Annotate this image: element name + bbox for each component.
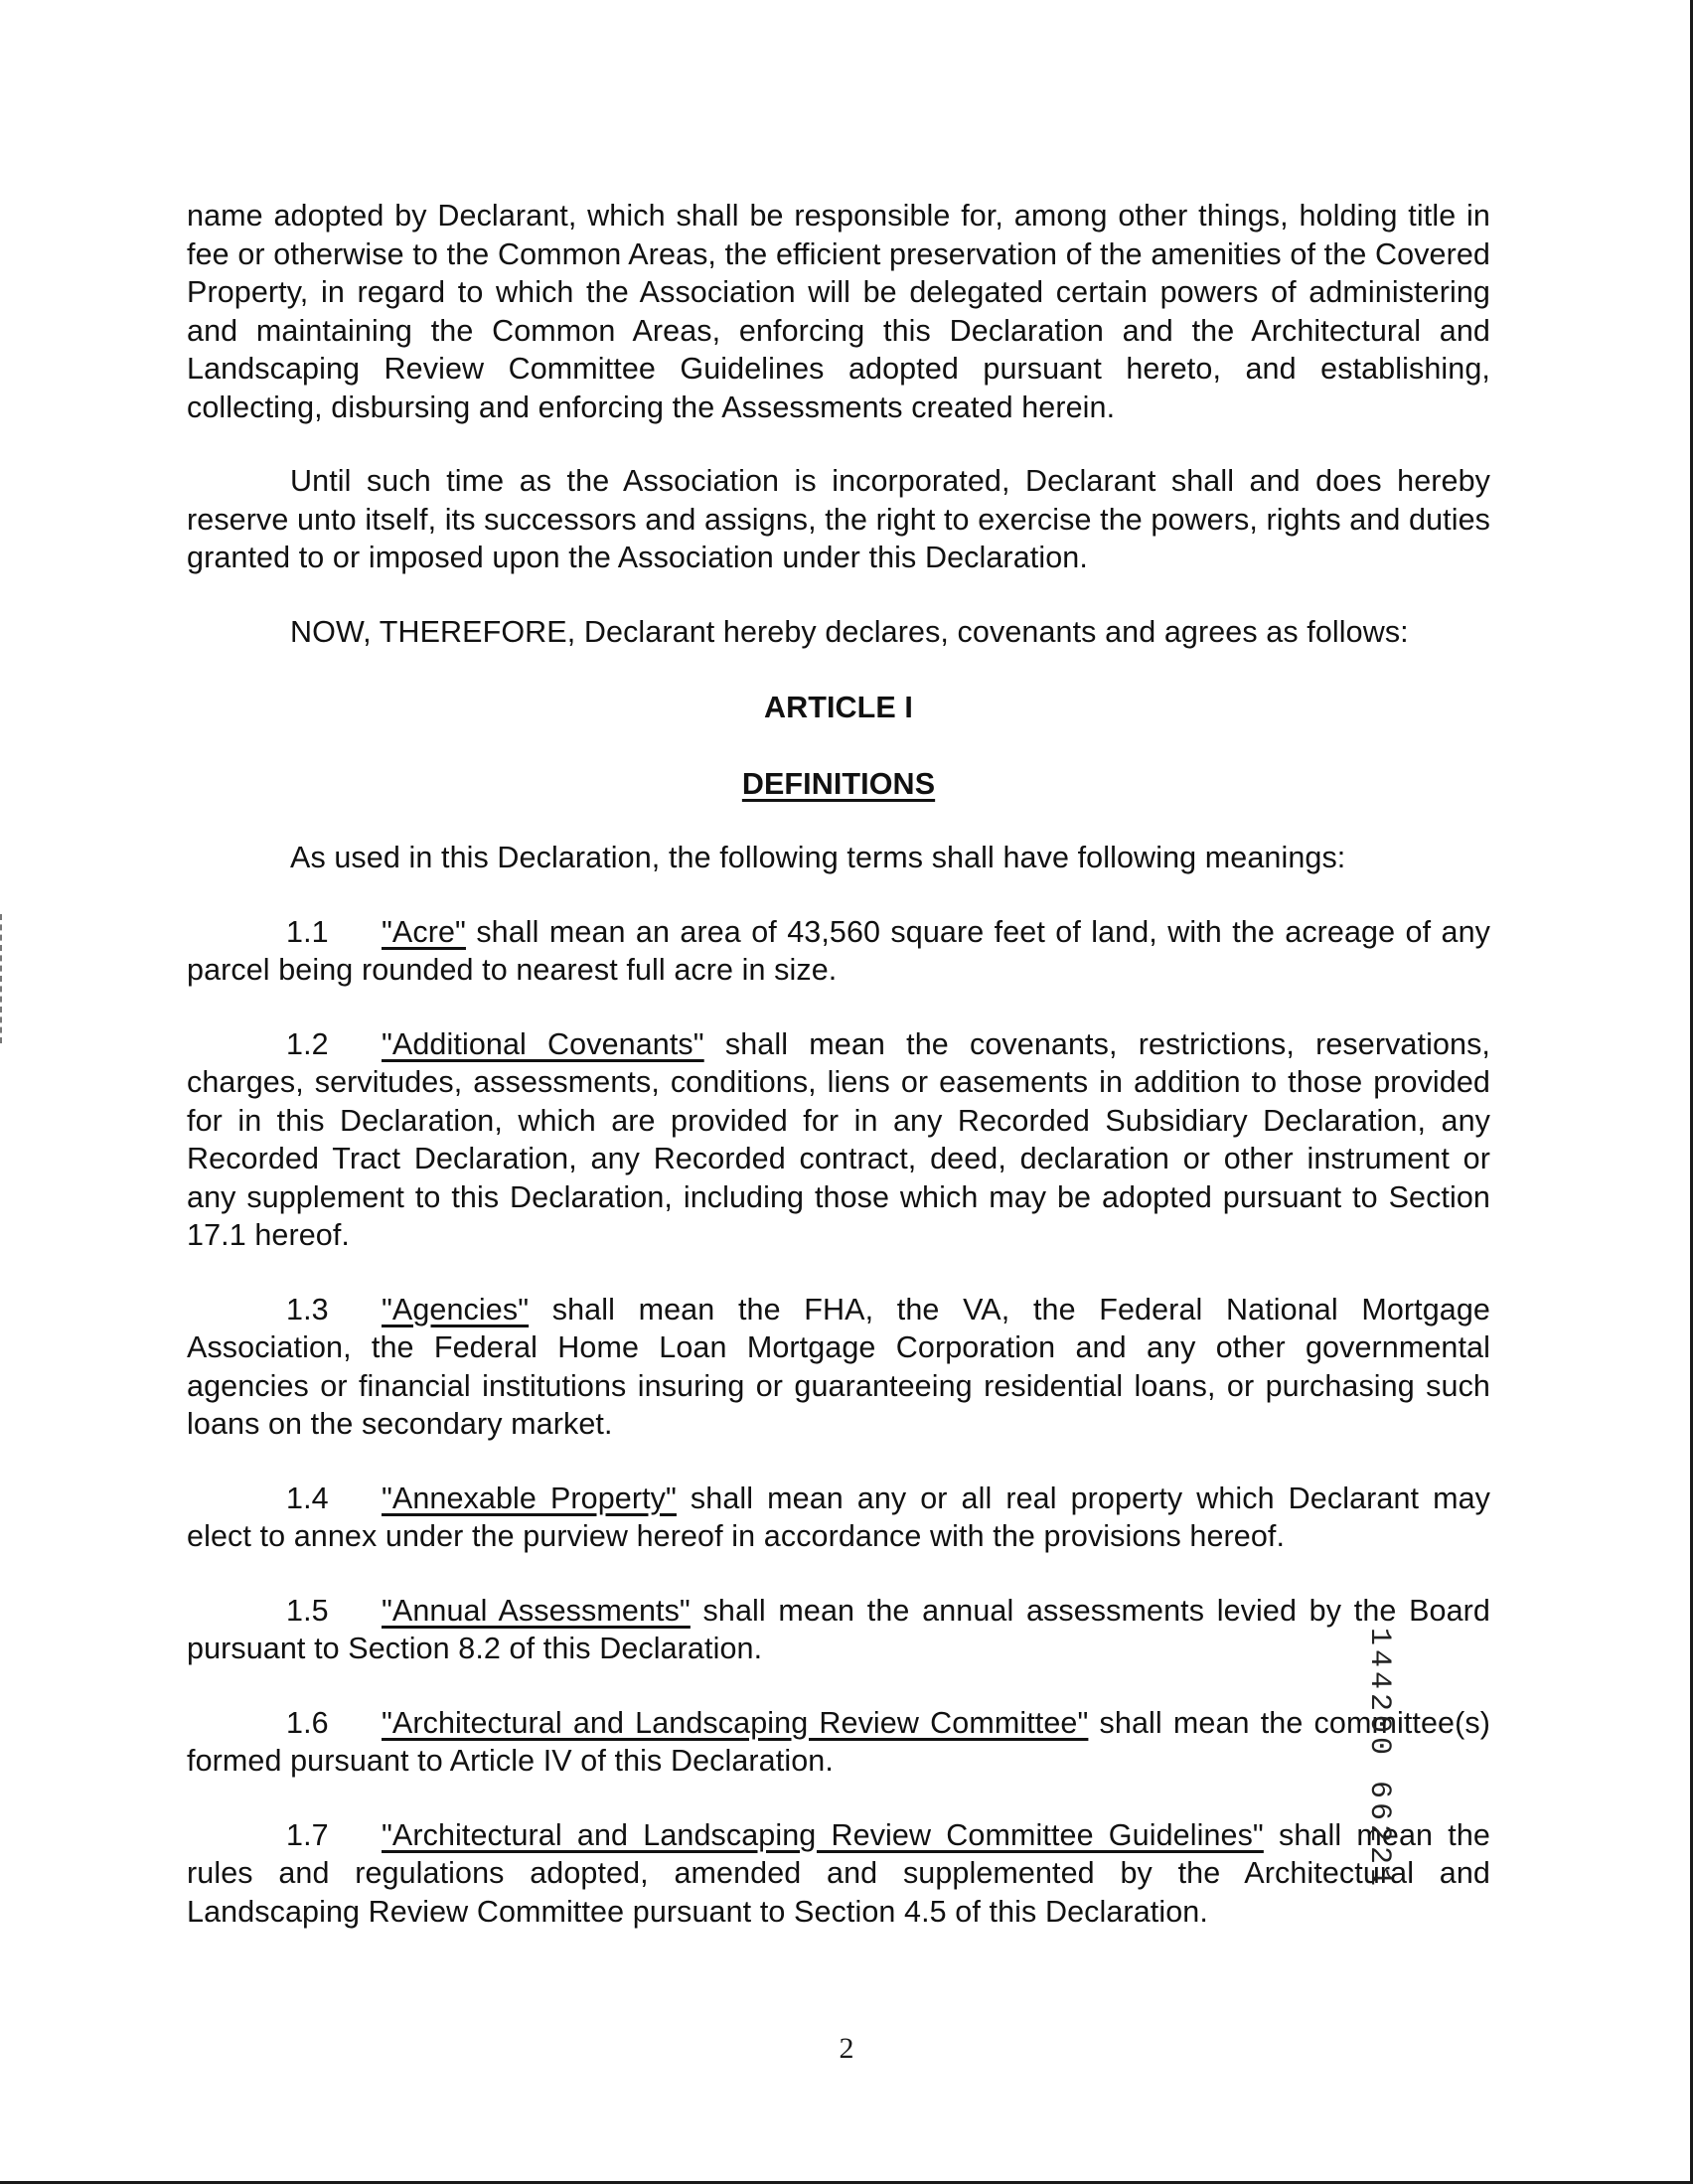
definition-text: shall mean the annual assessments levied by the Board pursuant to Section 8.2 of this Declaration.: [187, 1593, 1490, 1665]
definition-text: shall mean the committee(s) formed pursuant to Article IV of this Declaration.: [187, 1705, 1490, 1778]
article-subtitle: DEFINITIONS: [741, 766, 936, 801]
document-stamp-text: 144200 66221: [1362, 1627, 1396, 1891]
paragraph-reservation: Until such time as the Association is incorporated, Declarant shall and does hereby reserve unto itself, its successors and assigns, the right to exercise the powers, rights and duties granted to or imposed upon the Association under this Declaration.: [187, 464, 1490, 574]
definition-term: "Agencies": [382, 1292, 530, 1326]
definition-number: 1.3: [286, 1292, 329, 1326]
definition-item: [187, 1816, 1490, 1932]
definition-number: 1.5: [286, 1593, 329, 1628]
definition-item: [187, 1291, 1490, 1444]
definition-number: 1.4: [286, 1481, 329, 1515]
definition-number: 1.2: [286, 1026, 329, 1061]
definition-term: "Annexable Property": [382, 1481, 677, 1515]
definition-item: [187, 1592, 1490, 1668]
document-body: [187, 197, 1490, 1931]
scan-marks: [0, 914, 5, 1043]
definition-item: [187, 1704, 1490, 1781]
definition-term: "Acre": [382, 914, 466, 949]
page-number: 2: [839, 2032, 854, 2065]
definition-number: 1.1: [286, 914, 329, 949]
definition-item: [187, 1480, 1490, 1556]
paragraph-now-therefore: NOW, THEREFORE, Declarant hereby declares, covenants and agrees as follows:: [290, 614, 1409, 649]
article-title: ARTICLE I: [763, 691, 913, 724]
definition-number: 1.7: [286, 1817, 329, 1852]
paragraph-association: name adopted by Declarant, which shall be responsible for, among other things, holding title in fee or otherwise to the Common Areas, the efficient preservation of the amenities of the Covered Property, in regard to which the Association will be delegated certain powers of administering and maintaining the Common Areas, enforcing this Declaration and the Architectural and Landscaping Review Committee Guidelines adopted pursuant hereto, and establishing, collecting, disbursing and enforcing the Assessments created herein.: [187, 199, 1490, 424]
definition-text: shall mean the FHA, the VA, the Federal National Mortgage Association, the Federal Home Loan Mortgage Corporation and any other governmental agencies or financial institutions insuring or guaranteeing residential loans, or purchasing such loans on the secondary market.: [187, 1292, 1490, 1441]
definition-item: [187, 1025, 1490, 1255]
definition-term: "Architectural and Landscaping Review Committee Guidelines": [382, 1817, 1264, 1852]
definition-item: [187, 913, 1490, 990]
definition-text: shall mean any or all real property which Declarant may elect to annex under the purview hereof in accordance with the provisions hereof.: [187, 1481, 1491, 1553]
definition-term: "Architectural and Landscaping Review Committee": [382, 1705, 1089, 1740]
document-stamp: [1359, 1610, 1399, 1908]
definition-term: "Additional Covenants": [382, 1026, 704, 1061]
definition-text: shall mean the rules and regulations adopted, amended and supplemented by the Architectural and Landscaping Review Committee pursuant to Section 4.5 of this Declaration.: [187, 1817, 1490, 1929]
definitions-intro: As used in this Declaration, the following terms shall have following meanings:: [290, 841, 1346, 874]
definition-number: 1.6: [286, 1705, 329, 1740]
definition-text: shall mean an area of 43,560 square feet of land, with the acreage of any parcel being rounded to nearest full acre in size.: [187, 914, 1490, 987]
definition-text: shall mean the covenants, restrictions, reservations, charges, servitudes, assessments, conditions, liens or easements in addition to those provided for in this Declaration, which are provided for in any Recorded Subsidiary Declaration, any Recorded Tract Declaration, any Recorded contract, deed, declaration or other instrument or any supplement to this Declaration, including those which may be adopted pursuant to Section 17.1 hereof.: [187, 1026, 1490, 1252]
definition-term: "Annual Assessments": [382, 1593, 691, 1628]
